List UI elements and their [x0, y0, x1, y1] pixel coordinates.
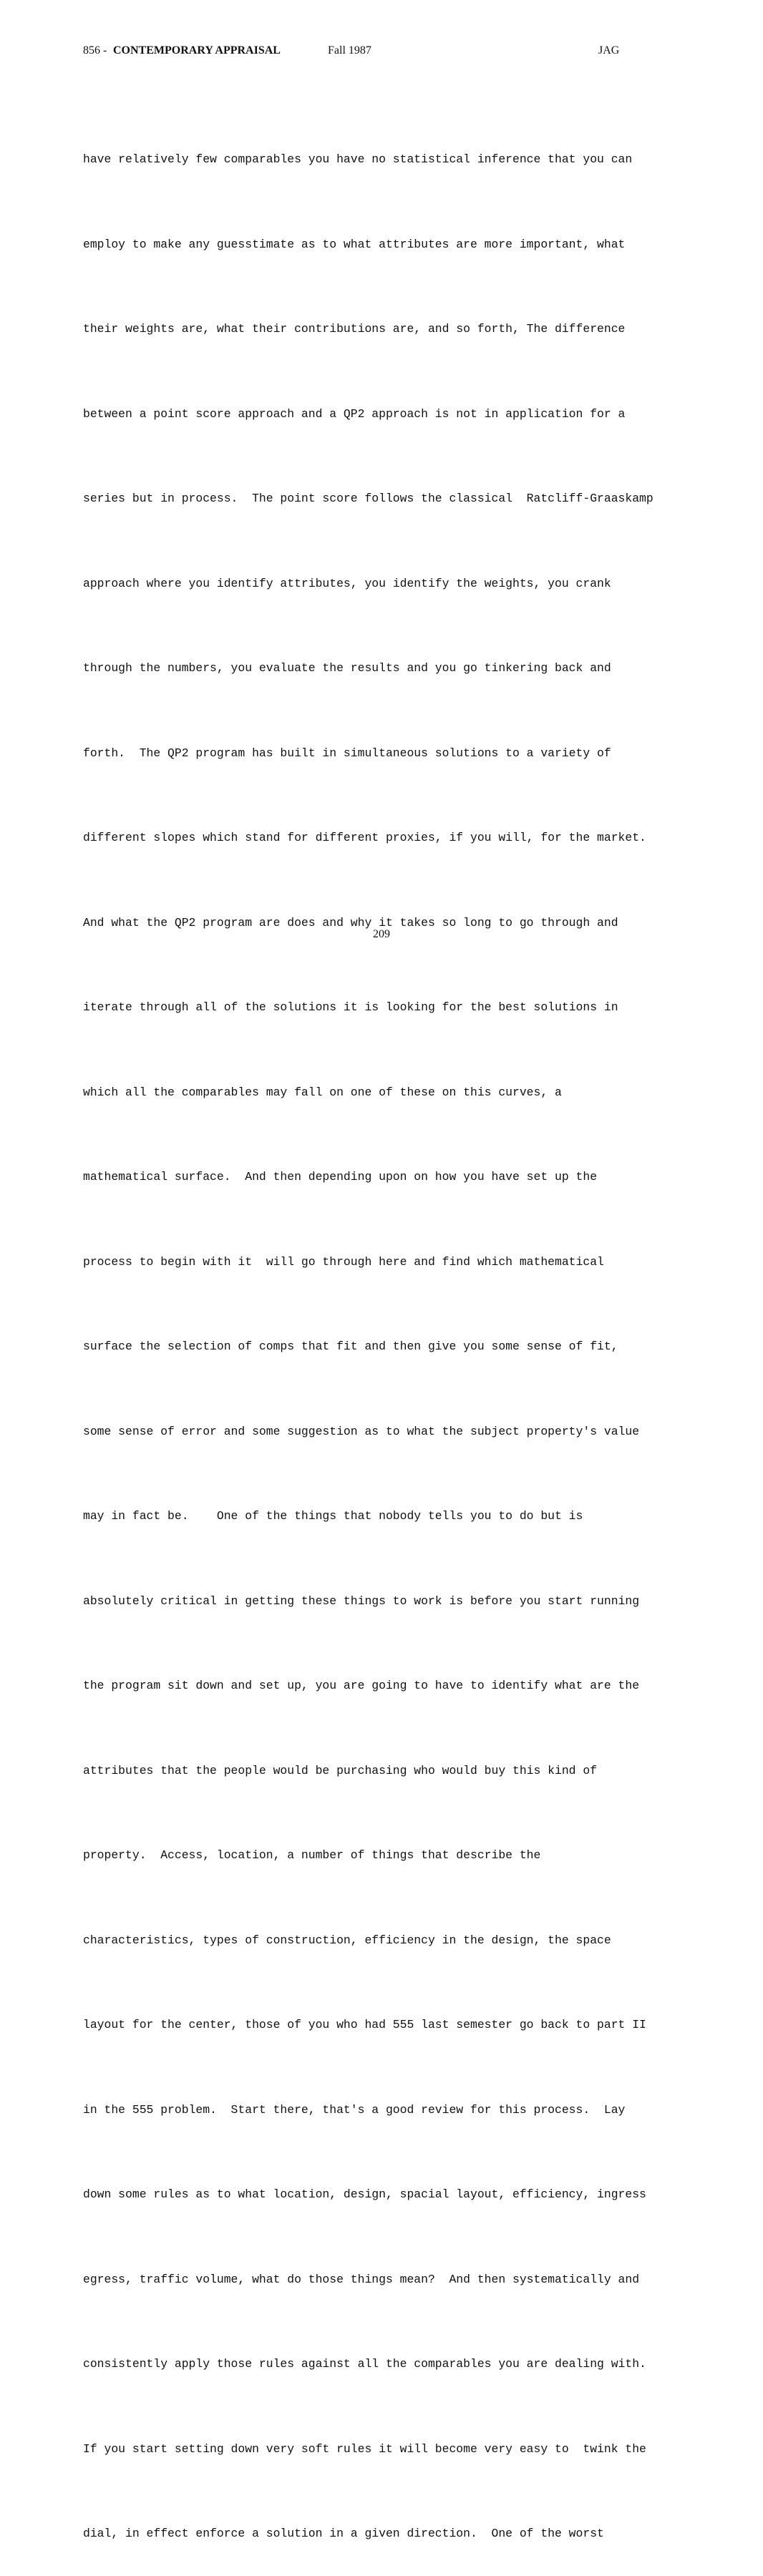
body-line: the program sit down and set up, you are going to have to identify what are the: [83, 1679, 640, 1692]
body-line: their weights are, what their contributions are, and so forth, The difference: [83, 322, 626, 336]
body-line: surface the selection of comps that fit and then give you some sense of fit,: [83, 1340, 618, 1353]
body-line: which all the comparables may fall on one of these on this curves, a: [83, 1085, 562, 1099]
body-line: mathematical surface. And then depending upon on how you have set up the: [83, 1170, 598, 1184]
body-line: some sense of error and some suggestion as to what the subject property's value: [83, 1424, 640, 1438]
page-header: [83, 44, 627, 62]
body-line: in the 555 problem. Start there, that's a good review for this process. Lay: [83, 2102, 626, 2117]
body-line: series but in process. The point score follows the classical Ratcliff-Graaskamp: [83, 492, 653, 505]
body-line: absolutely critical in getting these things to work is before you start running: [83, 1594, 640, 1608]
body-line: And what the QP2 program are does and why it takes so long to go through and: [83, 915, 618, 930]
body-line: forth. The QP2 program has built in simultaneous solutions to a variety of: [83, 746, 611, 760]
body-line: through the numbers, you evaluate the results and you go tinkering back and: [83, 661, 611, 675]
body-line: different slopes which stand for different proxies, if you will, for the market.: [83, 831, 646, 844]
body-line: between a point score approach and a QP2 approach is not in application for a: [83, 406, 626, 421]
author-initials: JAG: [598, 44, 620, 57]
body-line: may in fact be. One of the things that nobody tells you to do but is: [83, 1509, 583, 1523]
body-line: dial, in effect enforce a solution in a given direction. One of the worst: [83, 2527, 604, 2540]
body-line: iterate through all of the solutions it is looking for the best solutions in: [83, 1000, 618, 1014]
body-line: property. Access, location, a number of things that describe the: [83, 1848, 541, 1862]
page-number: 209: [373, 928, 390, 940]
transcript-body: [83, 89, 706, 2576]
body-line: attributes that the people would be purchasing who would buy this kind of: [83, 1763, 598, 1777]
course-title: CONTEMPORARY APPRAISAL: [113, 44, 281, 57]
body-line: employ to make any guesstimate as to what attributes are more important, what: [83, 237, 626, 251]
body-line: have relatively few comparables you have no statistical inference that you can: [83, 152, 633, 166]
body-line: down some rules as to what location, design, spacial layout, efficiency, ingress: [83, 2187, 646, 2201]
body-line: If you start setting down very soft rules it will become very easy to twink the: [83, 2441, 646, 2456]
body-line: layout for the center, those of you who had 555 last semester go back to part II: [83, 2018, 646, 2031]
term-label: Fall 1987: [328, 44, 371, 57]
body-line: characteristics, types of construction, efficiency in the design, the space: [83, 1933, 611, 1947]
body-line: process to begin with it will go through here and find which mathematical: [83, 1254, 604, 1269]
course-number: 856 -: [83, 44, 107, 57]
body-line: approach where you identify attributes, you identify the weights, you crank: [83, 576, 611, 590]
body-line: egress, traffic volume, what do those things mean? And then systematically and: [83, 2272, 640, 2286]
body-line: consistently apply those rules against all the comparables you are dealing with.: [83, 2357, 646, 2371]
